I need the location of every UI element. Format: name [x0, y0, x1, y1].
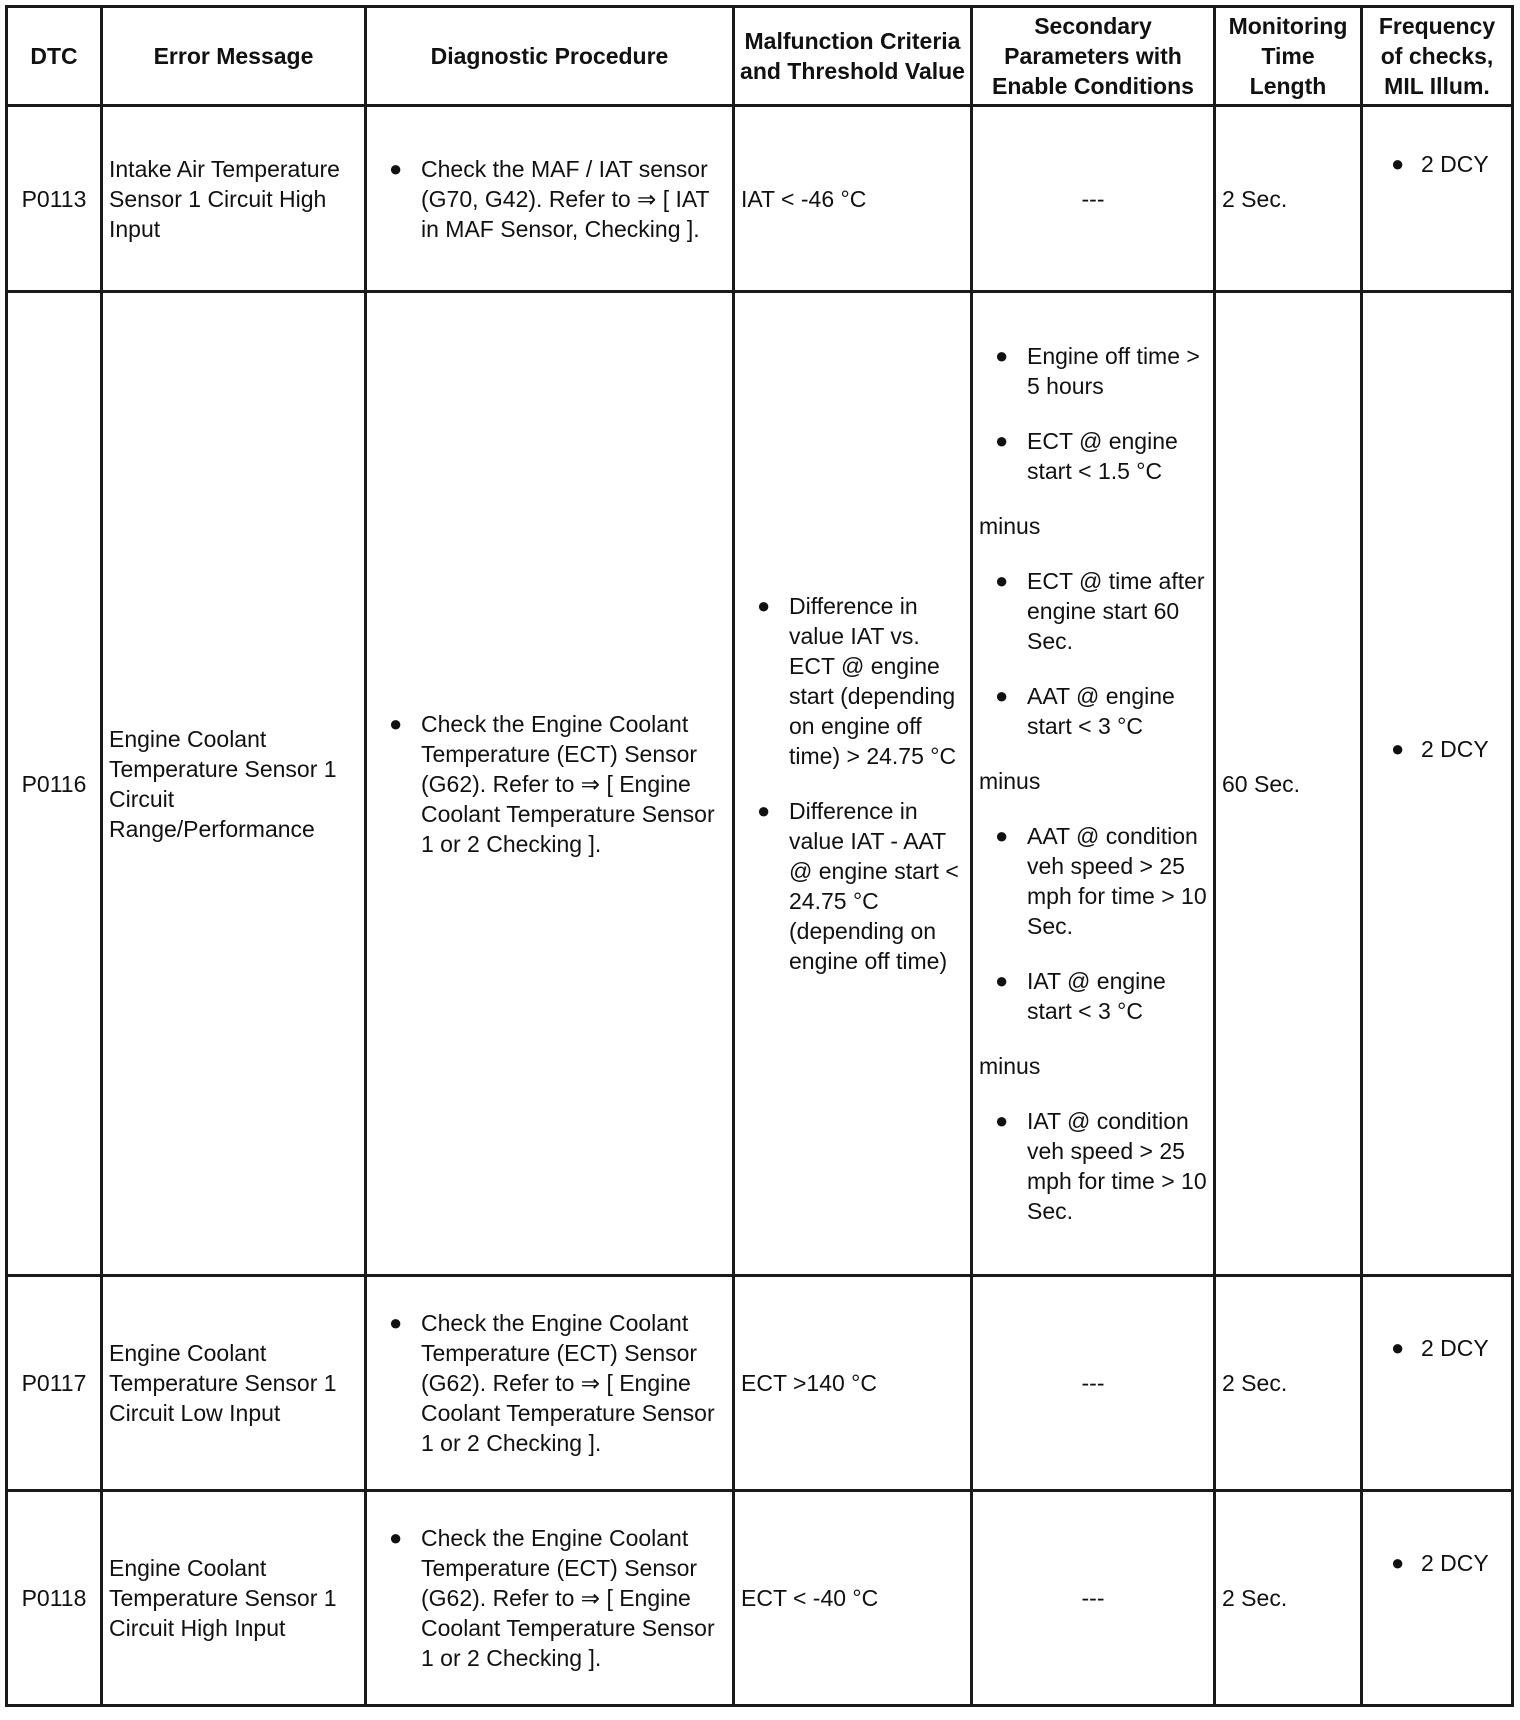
secondary-item: ● Engine off time > 5 hours: [979, 341, 1207, 401]
malfunction-criteria: ECT >140 °C: [734, 1276, 972, 1491]
procedure-item: ● Check the Engine Coolant Temperature (ECT) Sensor (G62). Refer to ⇒ [ Engine Coolant Temperature Sensor 1 or 2 Checking ].: [373, 1308, 726, 1458]
table-row: [7, 292, 1513, 1276]
frequency: [1362, 1276, 1513, 1491]
frequency-item: ● 2 DCY: [1369, 734, 1505, 764]
dtc-code: P0118: [7, 1491, 102, 1706]
secondary-connector: minus: [979, 768, 1041, 794]
diagnostic-procedure: [366, 292, 734, 1276]
frequency: [1362, 106, 1513, 292]
malfunction-criteria: ECT < -40 °C: [734, 1491, 972, 1706]
table-row: [7, 106, 1513, 292]
frequency-item: ● 2 DCY: [1369, 1333, 1505, 1363]
secondary-item: ● IAT @ condition veh speed > 25 mph for time > 10 Sec.: [979, 1106, 1207, 1226]
dtc-table: [5, 5, 1514, 1707]
monitoring-time: 2 Sec.: [1215, 1491, 1362, 1706]
header-error-message: Error Message: [102, 7, 366, 106]
secondary-parameters: ---: [972, 1276, 1215, 1491]
procedure-item: ● Check the Engine Coolant Temperature (ECT) Sensor (G62). Refer to ⇒ [ Engine Coolant Temperature Sensor 1 or 2 Checking ].: [373, 1523, 726, 1673]
monitoring-time: 2 Sec.: [1215, 1276, 1362, 1491]
frequency: [1362, 292, 1513, 1276]
secondary-parameters: ---: [972, 106, 1215, 292]
table-row: [7, 1276, 1513, 1491]
header-secondary-parameters: Secondary Parameters with Enable Conditions: [972, 7, 1215, 106]
secondary-connector: minus: [979, 513, 1041, 539]
monitoring-time: 2 Sec.: [1215, 106, 1362, 292]
secondary-parameters: ---: [972, 1491, 1215, 1706]
secondary-parameters: [972, 292, 1215, 1276]
header-monitoring-time: Monitoring Time Length: [1215, 7, 1362, 106]
secondary-connector: minus: [979, 1053, 1041, 1079]
error-message: Engine Coolant Temperature Sensor 1 Circuit High Input: [102, 1491, 366, 1706]
secondary-item: ● AAT @ engine start < 3 °C: [979, 681, 1207, 741]
header-frequency: Frequency of checks, MIL Illum.: [1362, 7, 1513, 106]
monitoring-time: 60 Sec.: [1215, 292, 1362, 1276]
malfunction-criteria: [734, 292, 972, 1276]
secondary-item: ● ECT @ time after engine start 60 Sec.: [979, 566, 1207, 656]
diagnostic-procedure: [366, 106, 734, 292]
frequency-item: ● 2 DCY: [1369, 149, 1505, 179]
header-row: [7, 7, 1513, 106]
frequency: [1362, 1491, 1513, 1706]
header-dtc: DTC: [7, 7, 102, 106]
procedure-item: ● Check the MAF / IAT sensor (G70, G42). Refer to ⇒ [ IAT in MAF Sensor, Checking ].: [373, 154, 726, 244]
secondary-item: ● AAT @ condition veh speed > 25 mph for time > 10 Sec.: [979, 821, 1207, 941]
error-message: Intake Air Temperature Sensor 1 Circuit High Input: [102, 106, 366, 292]
malfunction-criteria: IAT < -46 °C: [734, 106, 972, 292]
error-message: Engine Coolant Temperature Sensor 1 Circuit Low Input: [102, 1276, 366, 1491]
criteria-item: ● Difference in value IAT vs. ECT @ engine start (depending on engine off time) > 24.75 °C: [741, 591, 964, 771]
dtc-code: P0117: [7, 1276, 102, 1491]
secondary-item: ● ECT @ engine start < 1.5 °C: [979, 426, 1207, 486]
dtc-code: P0113: [7, 106, 102, 292]
secondary-item: ● IAT @ engine start < 3 °C: [979, 966, 1207, 1026]
table-row: [7, 1491, 1513, 1706]
header-diagnostic-procedure: Diagnostic Procedure: [366, 7, 734, 106]
error-message: Engine Coolant Temperature Sensor 1 Circuit Range/Performance: [102, 292, 366, 1276]
diagnostic-procedure: [366, 1276, 734, 1491]
dtc-code: P0116: [7, 292, 102, 1276]
header-malfunction-criteria: Malfunction Criteria and Threshold Value: [734, 7, 972, 106]
criteria-item: ● Difference in value IAT - AAT @ engine start < 24.75 °C (depending on engine off time): [741, 796, 964, 976]
procedure-item: ● Check the Engine Coolant Temperature (ECT) Sensor (G62). Refer to ⇒ [ Engine Coolant Temperature Sensor 1 or 2 Checking ].: [373, 709, 726, 859]
diagnostic-procedure: [366, 1491, 734, 1706]
frequency-item: ● 2 DCY: [1369, 1548, 1505, 1578]
